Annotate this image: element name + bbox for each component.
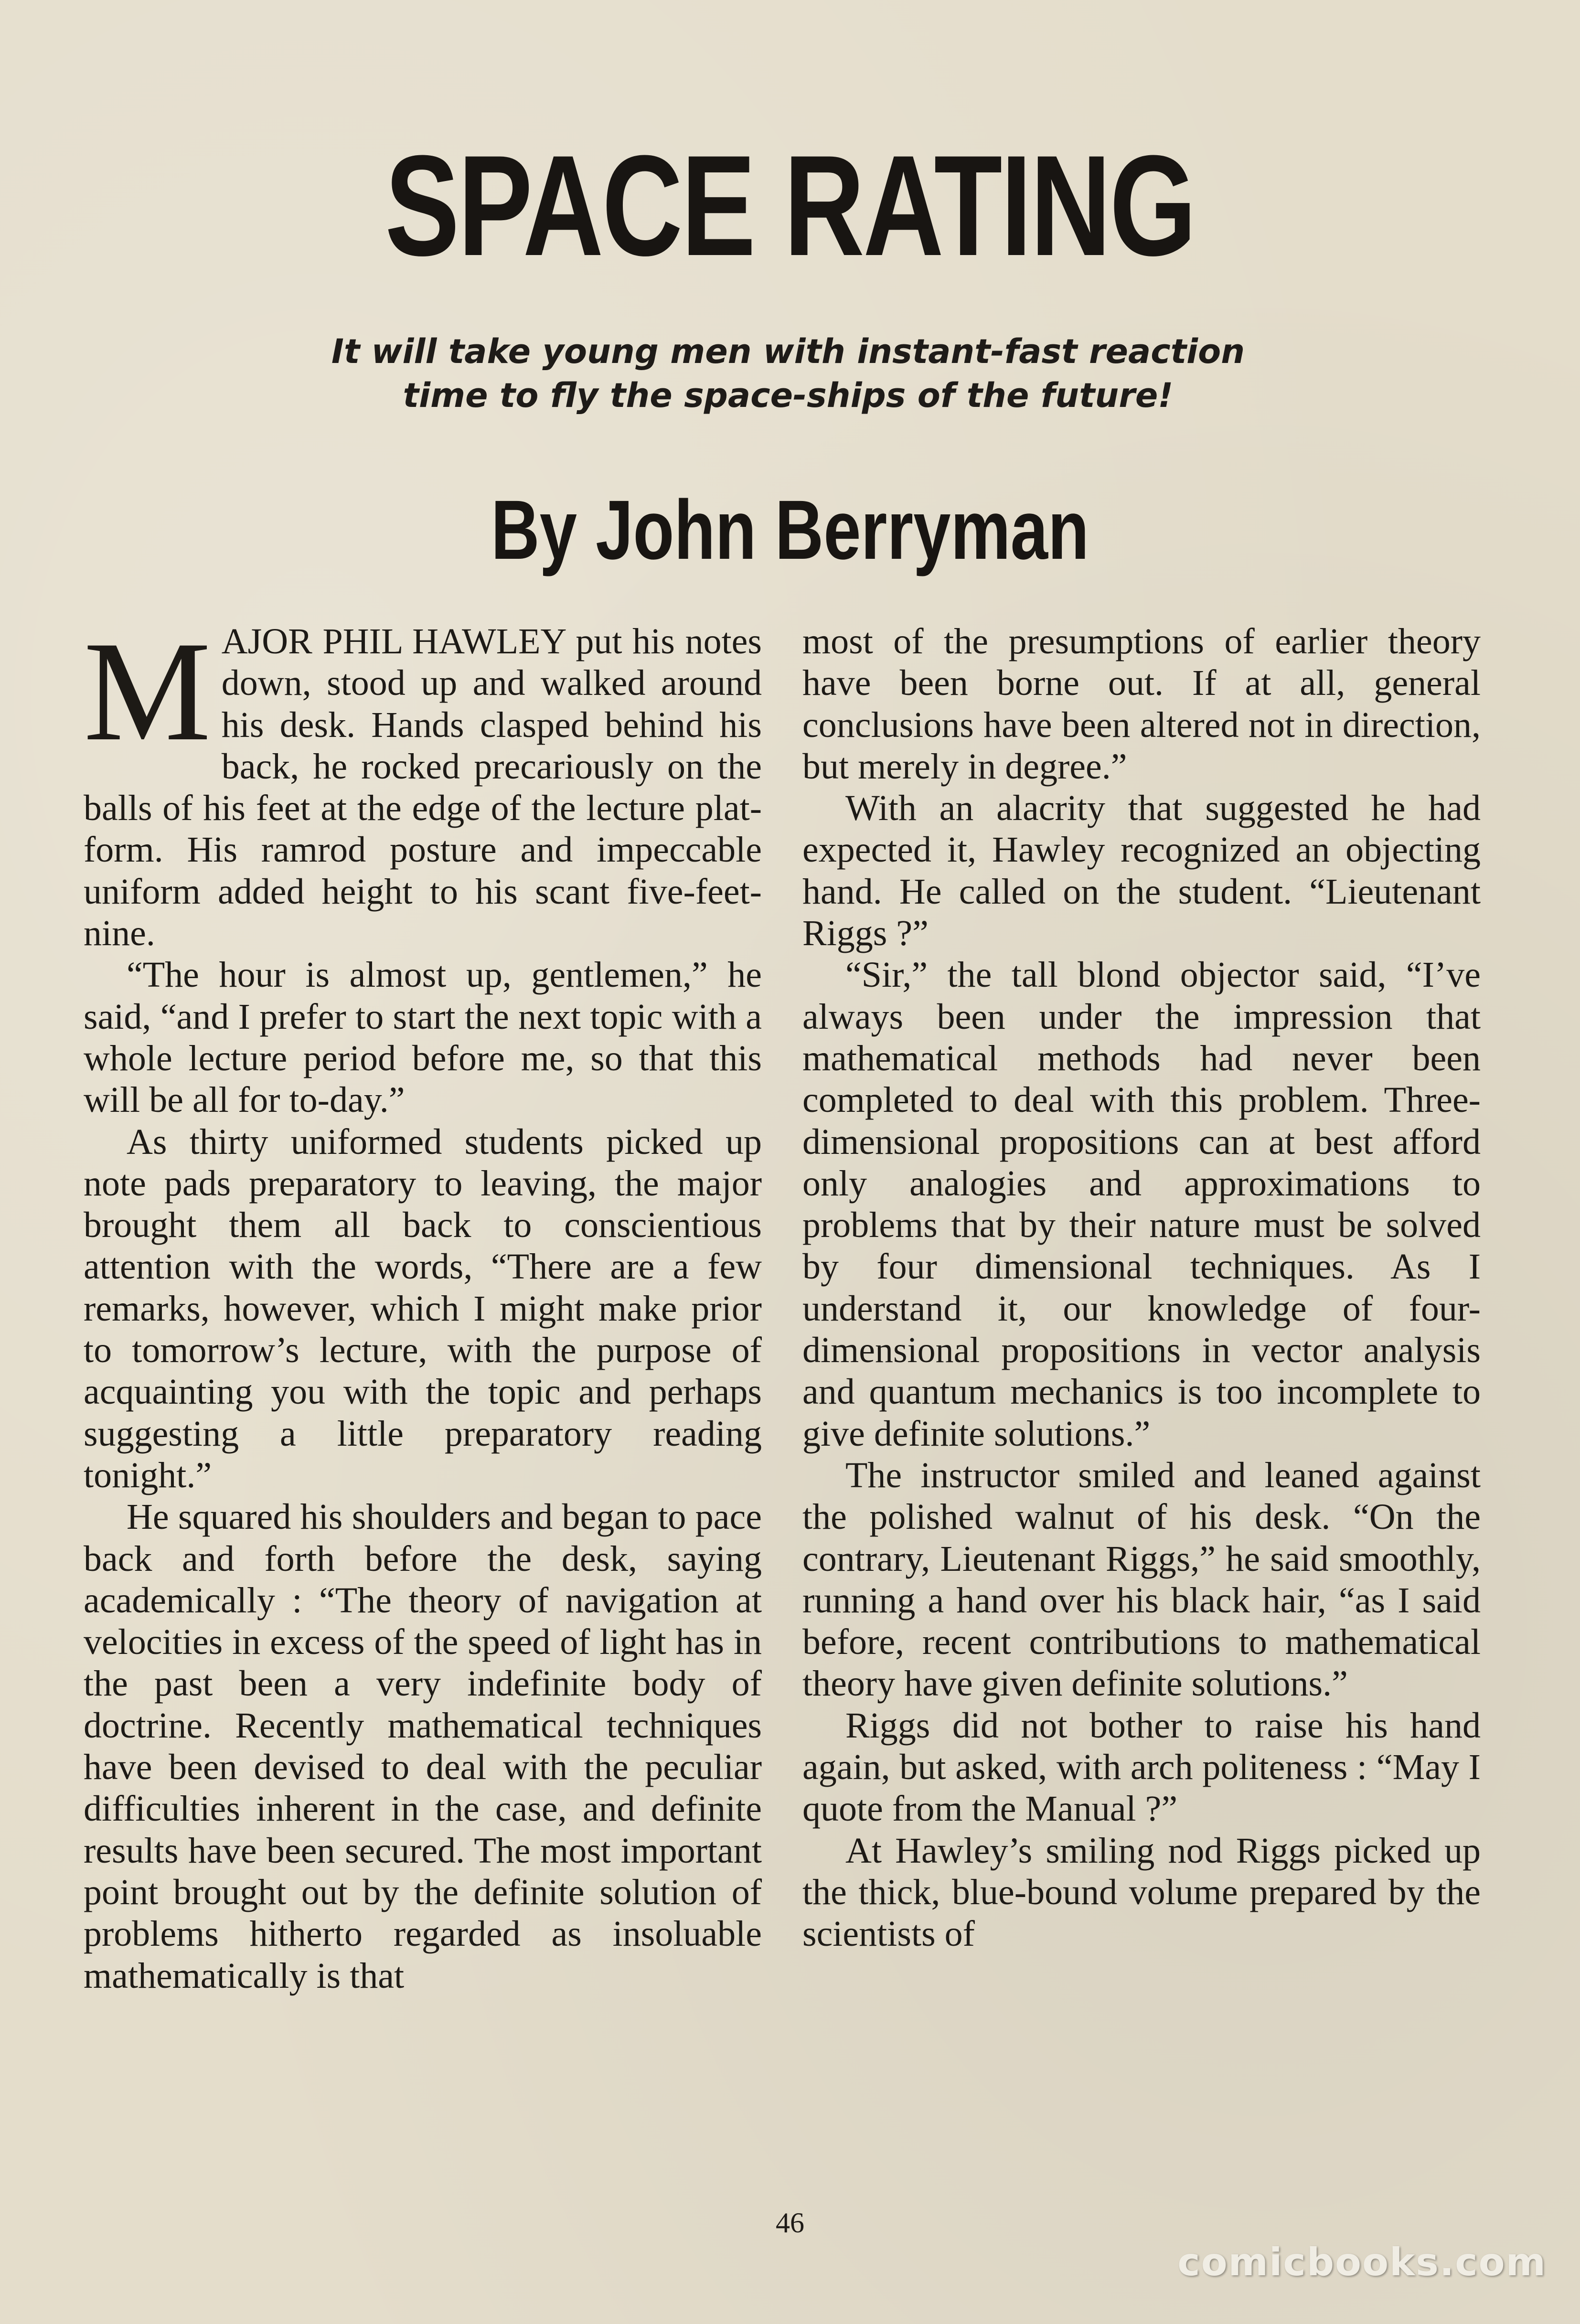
left-column — [84, 612, 762, 1997]
paragraph-text: AJOR PHIL HAWLEY put his notes down, stood up and walked around his desk. Hands clasped behind his back, he rocked precariously on the balls of his feet at the edge of the lecture platform. His ramrod posture and impeccable uniform added height to his scant five-feet-nine. — [84, 621, 762, 954]
story-subtitle: It will take young men with instant-fast reaction time to fly the space-ships of the future! — [331, 332, 1245, 415]
paragraph: most of the presumptions of earlier theory have been borne out. If at all, general conclusions have been altered not in direction, but merely in degree.” — [802, 621, 1481, 787]
paragraph: “The hour is almost up, gentlemen,” he said, “and I prefer to start the next topic with a whole lecture period before me, so that this will be all for to-day.” — [84, 955, 762, 1120]
paragraph — [84, 612, 762, 954]
right-column — [802, 621, 1481, 1955]
paragraph: With an alacrity that suggested he had expected it, Hawley recognized an objecting hand. He called on the student. “Lieutenant Riggs ?” — [802, 788, 1481, 954]
paragraph: As thirty uniformed students picked up note pads preparatory to leaving, the major brought them all back to conscientious attention with the words, “There are a few remarks, however, which I might make prior to tomorrow’s lecture, with the purpose of acquainting you with the topic and perhaps suggesting a little preparatory reading tonight.” — [84, 1121, 762, 1495]
paragraph: “Sir,” the tall blond objector said, “I’ve always been under the impression that mathematical methods had never been completed to deal with this problem. Three-dimensional propositions can at best afford only analogies and approximations to problems that by their nature must be solved by four dimensional techniques. As I understand it, our knowledge of four-dimensional propositions in vector analysis and quantum mechanics is too incomplete to give definite solutions.” — [802, 955, 1481, 1454]
paragraph: The instructor smiled and leaned against the polished walnut of his desk. “On the contrary, Lieutenant Riggs,” he said smoothly, running a hand over his black hair, “as I said before, recent contributions to mathematical theory have given definite solutions.” — [802, 1455, 1481, 1704]
paragraph: At Hawley’s smiling nod Riggs picked up the thick, blue-bound volume prepared by the scientists of — [802, 1830, 1481, 1954]
page-number: 46 — [776, 2207, 804, 2239]
drop-cap: M — [84, 612, 211, 770]
story-byline: By John Berryman — [491, 483, 1089, 577]
paragraph: He squared his shoulders and began to pace back and forth before the desk, saying academically : “The theory of navigation at velocities in excess of the speed of light has in the past been a very indefinite body of doctrine. Recently mathematical techniques have been devised to deal with the peculiar difficulties inherent in the case, and definite results have been secured. The most important point brought out by the definite solution of problems hitherto regarded as insoluable mathematically is that — [84, 1497, 762, 1996]
paragraph: Riggs did not bother to raise his hand again, but asked, with arch politeness : “May I quote from the Manual ?” — [802, 1705, 1481, 1829]
story-title: SPACE RATING — [385, 125, 1195, 286]
watermark: comicbooks.com — [1177, 2240, 1547, 2284]
